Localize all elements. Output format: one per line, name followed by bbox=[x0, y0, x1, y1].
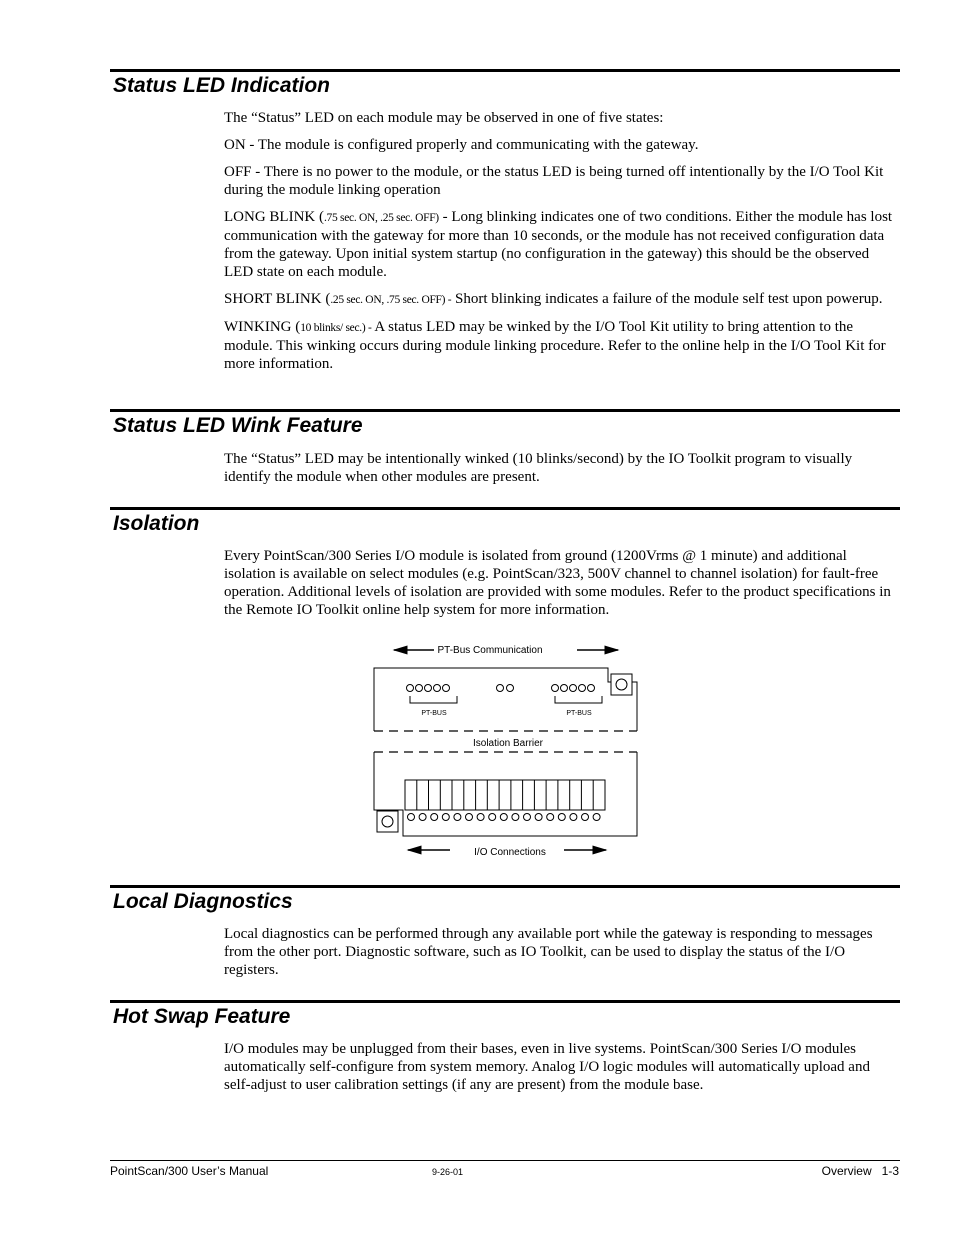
footer-rule bbox=[110, 1160, 900, 1161]
paragraph bbox=[224, 208, 896, 281]
section-body bbox=[224, 1040, 896, 1103]
section-heading: Hot Swap Feature bbox=[113, 1005, 291, 1028]
paragraph-lead: SHORT BLINK ( bbox=[224, 291, 331, 307]
timing-spec: .25 sec. ON, .75 sec. OFF) - bbox=[330, 294, 452, 306]
paragraph: ON - The module is configured properly and communicating with the gateway. bbox=[224, 137, 699, 153]
timing-spec: .75 sec. ON, .25 sec. OFF) bbox=[323, 212, 439, 224]
paragraph-lead: WINKING ( bbox=[224, 319, 301, 335]
paragraph-rest: A status LED may be winked by the I/O Tool Kit utility to bring attention to the module. This winking occurs during module linking procedure. Refer to the online help in the I/O Tool Kit for more information. bbox=[224, 319, 886, 372]
pt-bus-bracket-right bbox=[555, 696, 602, 703]
pt-bus-label-right: PT-BUS bbox=[566, 710, 592, 717]
paragraph: Every PointScan/300 Series I/O module is isolated from ground (1200Vrms @ 1 minute) and additional isolation is available on select modules (e.g. PointScan/323, 500V channel to channel isolation) for fault-free operation. Additional levels of isolation are provided with some modules. Refer to the product specifications in the Remote IO Toolkit online help system for more information. bbox=[224, 548, 891, 618]
section-heading: Status LED Wink Feature bbox=[113, 414, 363, 437]
paragraph-rest: - Long blinking indicates one of two conditions. Either the module has lost communication with the gateway for more than 10 seconds, or the module has not received configuration data from the gateway. Upon initial system startup (no configuration in the gateway) this should be the observed LED state on each module. bbox=[224, 209, 893, 280]
paragraph bbox=[224, 290, 896, 309]
footer-page-number: Overview 1-3 bbox=[821, 1164, 899, 1178]
led-group-center bbox=[497, 685, 514, 692]
paragraph: The “Status” LED may be intentionally winked (10 blinks/second) by the IO Toolkit program to visually identify the module when other modules are present. bbox=[224, 451, 853, 485]
paragraph: The “Status” LED on each module may be observed in one of five states: bbox=[224, 110, 664, 126]
section-heading: Status LED Indication bbox=[113, 74, 331, 97]
section-body bbox=[224, 925, 896, 988]
isolation-barrier-label: Isolation Barrier bbox=[472, 738, 544, 749]
section-heading: Isolation bbox=[113, 512, 200, 535]
paragraph: I/O modules may be unplugged from their bases, even in live systems. PointScan/300 Series I/O modules automatically self-configure from system memory. Analog I/O logic modules will automatically upload and self-adjust to user calibration settings (if any are present) from the module base. bbox=[224, 1041, 870, 1093]
pt-bus-label-left: PT-BUS bbox=[421, 710, 447, 717]
paragraph bbox=[224, 318, 896, 373]
upper-connector bbox=[611, 674, 632, 695]
pt-bus-bracket-left bbox=[410, 696, 457, 703]
isolation-diagram bbox=[370, 638, 645, 862]
lower-connector bbox=[377, 811, 398, 832]
section-body bbox=[224, 547, 896, 628]
section-rule bbox=[110, 507, 900, 510]
section-rule bbox=[110, 1000, 900, 1003]
section-heading: Local Diagnostics bbox=[113, 890, 293, 913]
section-body bbox=[224, 450, 896, 495]
section-rule bbox=[110, 409, 900, 412]
section-body bbox=[224, 109, 896, 382]
led-group-left bbox=[407, 685, 450, 692]
upper-module-outline bbox=[374, 668, 637, 731]
section-rule bbox=[110, 885, 900, 888]
led-group-right bbox=[552, 685, 595, 692]
timing-spec: 10 blinks/ sec.) - bbox=[300, 322, 372, 334]
paragraph: Local diagnostics can be performed through any available port while the gateway is responding to messages from the other port. Diagnostic software, such as IO Toolkit, can be used to display the status of the I/O registers. bbox=[224, 926, 873, 978]
terminal-block bbox=[405, 780, 605, 810]
paragraph-rest: Short blinking indicates a failure of the module self test upon powerup. bbox=[451, 291, 883, 307]
io-connections-label: I/O Connections bbox=[474, 847, 546, 858]
footer-manual-title: PointScan/300 User’s Manual bbox=[110, 1164, 269, 1178]
terminal-screws bbox=[408, 814, 601, 821]
footer-date: 9-26-01 bbox=[432, 1167, 464, 1177]
pt-bus-communication-label: PT-Bus Communication bbox=[437, 645, 543, 656]
section-rule bbox=[110, 69, 900, 72]
paragraph-lead: LONG BLINK ( bbox=[224, 209, 324, 225]
paragraph: OFF - There is no power to the module, or the status LED is being turned off intentionally by the I/O Tool Kit during the module linking operation bbox=[224, 164, 884, 198]
